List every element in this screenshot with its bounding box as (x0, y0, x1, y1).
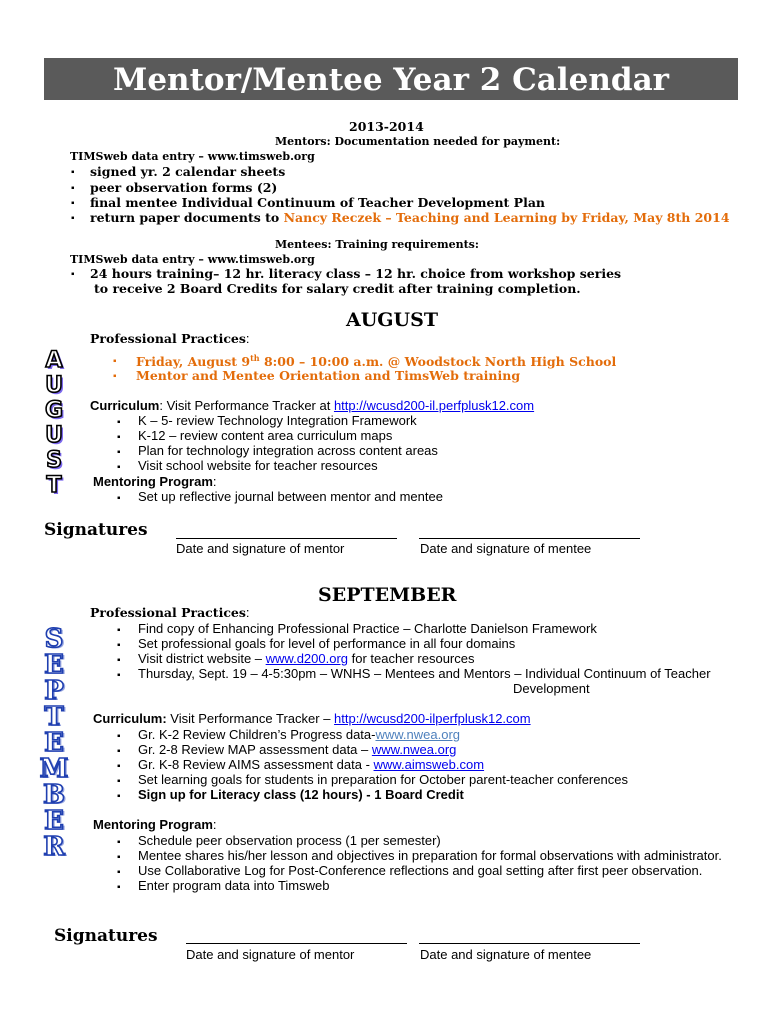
sep-pp-heading (90, 605, 250, 620)
vertical-letter: S (44, 624, 64, 654)
mentoring-label: Mentoring Program (93, 817, 213, 832)
bullet: ▪ (117, 761, 121, 772)
curriculum-label: Curriculum: (93, 711, 167, 726)
list-item: Sign up for Literacy class (12 hours) - 1 Board Credit (138, 787, 464, 802)
bullet: ▪ (117, 867, 121, 878)
list-item (138, 742, 456, 757)
bullet: ▪ (117, 625, 121, 636)
colon: : (245, 605, 250, 620)
mentee-training-line1: 24 hours training– 12 hr. literacy class – 12 hr. choice from workshop series (90, 266, 622, 281)
sep-mentoring-heading (93, 817, 217, 832)
list-item: Thursday, Sept. 19 – 4-5:30pm – WNHS – Mentees and Mentors – Individual Continuum of Teacher (138, 666, 711, 681)
bullet: ▪ (117, 791, 121, 802)
page-title: Mentor/Mentee Year 2 Calendar (44, 58, 738, 100)
bullet: ▪ (117, 655, 121, 666)
vertical-letter: P (44, 676, 64, 706)
bullet: ▪ (117, 432, 121, 443)
mentors-timsweb: TIMSweb data entry – www.timsweb.org (70, 150, 315, 163)
return-deadline: Nancy Reczek – Teaching and Learning by Friday, May 8th 2014 (283, 210, 730, 225)
vertical-letter: U (45, 423, 63, 448)
sep-signatures-label: Signatures (54, 926, 158, 946)
pp-label: Professional Practices (90, 605, 246, 620)
vertical-letter: G (44, 398, 64, 423)
list-item: Use Collaborative Log for Post-Conference reflections and goal setting after first peer observation. (138, 863, 703, 878)
vertical-letter: B (43, 780, 65, 810)
bullet: ▪ (71, 183, 75, 194)
vertical-letter: A (45, 348, 63, 373)
mentee-signature-caption: Date and signature of mentee (420, 947, 592, 962)
colon: : (212, 474, 217, 489)
district-website-link[interactable]: www.d200.org (265, 651, 349, 666)
mentors-heading: Mentors: Documentation needed for payment: (275, 135, 561, 148)
mentoring-label: Mentoring Program (93, 474, 213, 489)
list-item: Plan for technology integration across content areas (138, 443, 438, 458)
curriculum-label: Curriculum (90, 398, 160, 413)
item-text: Gr. 2-8 Review MAP assessment data – (138, 742, 372, 757)
mentor-signature-line[interactable] (176, 538, 397, 539)
bullet: ▪ (117, 746, 121, 757)
list-item: peer observation forms (2) (90, 180, 278, 195)
item-text: for teacher resources (348, 651, 475, 666)
list-item (90, 210, 730, 225)
list-item: Visit school website for teacher resources (138, 458, 378, 473)
date-suffix: th (250, 353, 260, 363)
aug-curriculum-line (90, 398, 534, 413)
vertical-letter: E (44, 728, 64, 758)
list-item: Schedule peer observation process (1 per semester) (138, 833, 441, 848)
performance-tracker-link[interactable]: http://wcusd200-il.perfplusk12.com (333, 398, 535, 413)
bullet: ▪ (113, 371, 117, 382)
mentor-signature-caption: Date and signature of mentor (186, 947, 355, 962)
list-item (138, 651, 474, 666)
mentees-heading: Mentees: Training requirements: (275, 238, 479, 251)
bullet: ▪ (117, 640, 121, 651)
school-year: 2013-2014 (349, 119, 424, 134)
list-item: Set professional goals for level of performance in all four domains (138, 636, 516, 651)
list-item: Find copy of Enhancing Professional Practice – Charlotte Danielson Framework (138, 621, 597, 636)
curriculum-text: Visit Performance Tracker – (166, 711, 335, 726)
list-item: final mentee Individual Continuum of Teacher Development Plan (90, 195, 546, 210)
bullet: ▪ (117, 882, 121, 893)
aimsweb-link[interactable]: www.aimsweb.com (373, 757, 485, 772)
date-text: Friday, August 9 (136, 354, 251, 370)
bullet: ▪ (117, 462, 121, 473)
nwea-link[interactable]: www.nwea.org (371, 742, 457, 757)
nwea-link[interactable]: www.nwea.org (375, 727, 461, 742)
bullet: ▪ (117, 776, 121, 787)
return-text: return paper documents to (90, 210, 284, 225)
time-location: 8:00 – 10:00 a.m. @ Woodstock North High School (259, 354, 617, 370)
vertical-letter: U (45, 373, 63, 398)
item-text: Visit district website – (138, 651, 266, 666)
august-heading: AUGUST (346, 309, 438, 331)
mentor-signature-caption: Date and signature of mentor (176, 541, 345, 556)
item-text: Gr. K-8 Review AIMS assessment data - (138, 757, 374, 772)
bullet: ▪ (113, 356, 117, 367)
list-item: signed yr. 2 calendar sheets (90, 164, 286, 179)
sep-curriculum-line (93, 711, 531, 726)
list-item: Enter program data into Timsweb (138, 878, 330, 893)
colon: : (212, 817, 217, 832)
bullet: ▪ (117, 731, 121, 742)
item-text: Gr. K-2 Review Children’s Progress data- (138, 727, 376, 742)
vertical-letter: R (43, 832, 65, 862)
vertical-letter: E (44, 806, 64, 836)
vertical-letter: E (44, 650, 64, 680)
bullet: ▪ (117, 417, 121, 428)
mentor-signature-line[interactable] (186, 943, 407, 944)
list-item (138, 757, 484, 772)
bullet: ▪ (71, 269, 75, 280)
bullet: ▪ (71, 213, 75, 224)
bullet: ▪ (117, 447, 121, 458)
curriculum-text: : Visit Performance Tracker at (159, 398, 334, 413)
aug-orientation-date (136, 353, 616, 369)
performance-tracker-link[interactable]: http://wcusd200-ilperfplusk12.com (334, 711, 531, 726)
vertical-letter: S (46, 448, 62, 473)
list-item: Mentee shares his/her lesson and objectives in preparation for formal observations with administrator. (138, 848, 722, 863)
list-item: Set learning goals for students in preparation for October parent-teacher conferences (138, 772, 628, 787)
vertical-letter: T (44, 702, 64, 732)
vertical-letter: M (39, 754, 69, 784)
mentees-timsweb: TIMSweb data entry – www.timsweb.org (70, 253, 315, 266)
mentee-signature-line[interactable] (419, 943, 640, 944)
list-item: Set up reflective journal between mentor and mentee (138, 489, 443, 504)
aug-signatures-label: Signatures (44, 520, 148, 540)
list-item (138, 727, 460, 742)
bullet: ▪ (71, 167, 75, 178)
bullet: ▪ (71, 198, 75, 209)
bullet: ▪ (117, 852, 121, 863)
bullet: ▪ (117, 837, 121, 848)
vertical-letter: T (46, 473, 62, 498)
list-item-continuation: Development (513, 681, 590, 696)
bullet: ▪ (117, 493, 121, 504)
colon: : (245, 331, 250, 346)
list-item: K – 5- review Technology Integration Framework (138, 413, 417, 428)
mentee-signature-line[interactable] (419, 538, 640, 539)
aug-orientation-title: Mentor and Mentee Orientation and TimsWeb training (136, 368, 521, 383)
aug-pp-heading (90, 331, 250, 346)
mentee-signature-caption: Date and signature of mentee (420, 541, 592, 556)
september-heading: SEPTEMBER (318, 584, 457, 606)
mentee-training-line2: to receive 2 Board Credits for salary credit after training completion. (94, 281, 581, 296)
bullet: ▪ (117, 670, 121, 681)
aug-mentoring-heading (93, 474, 217, 489)
list-item: K-12 – review content area curriculum maps (138, 428, 393, 443)
pp-label: Professional Practices (90, 331, 246, 346)
